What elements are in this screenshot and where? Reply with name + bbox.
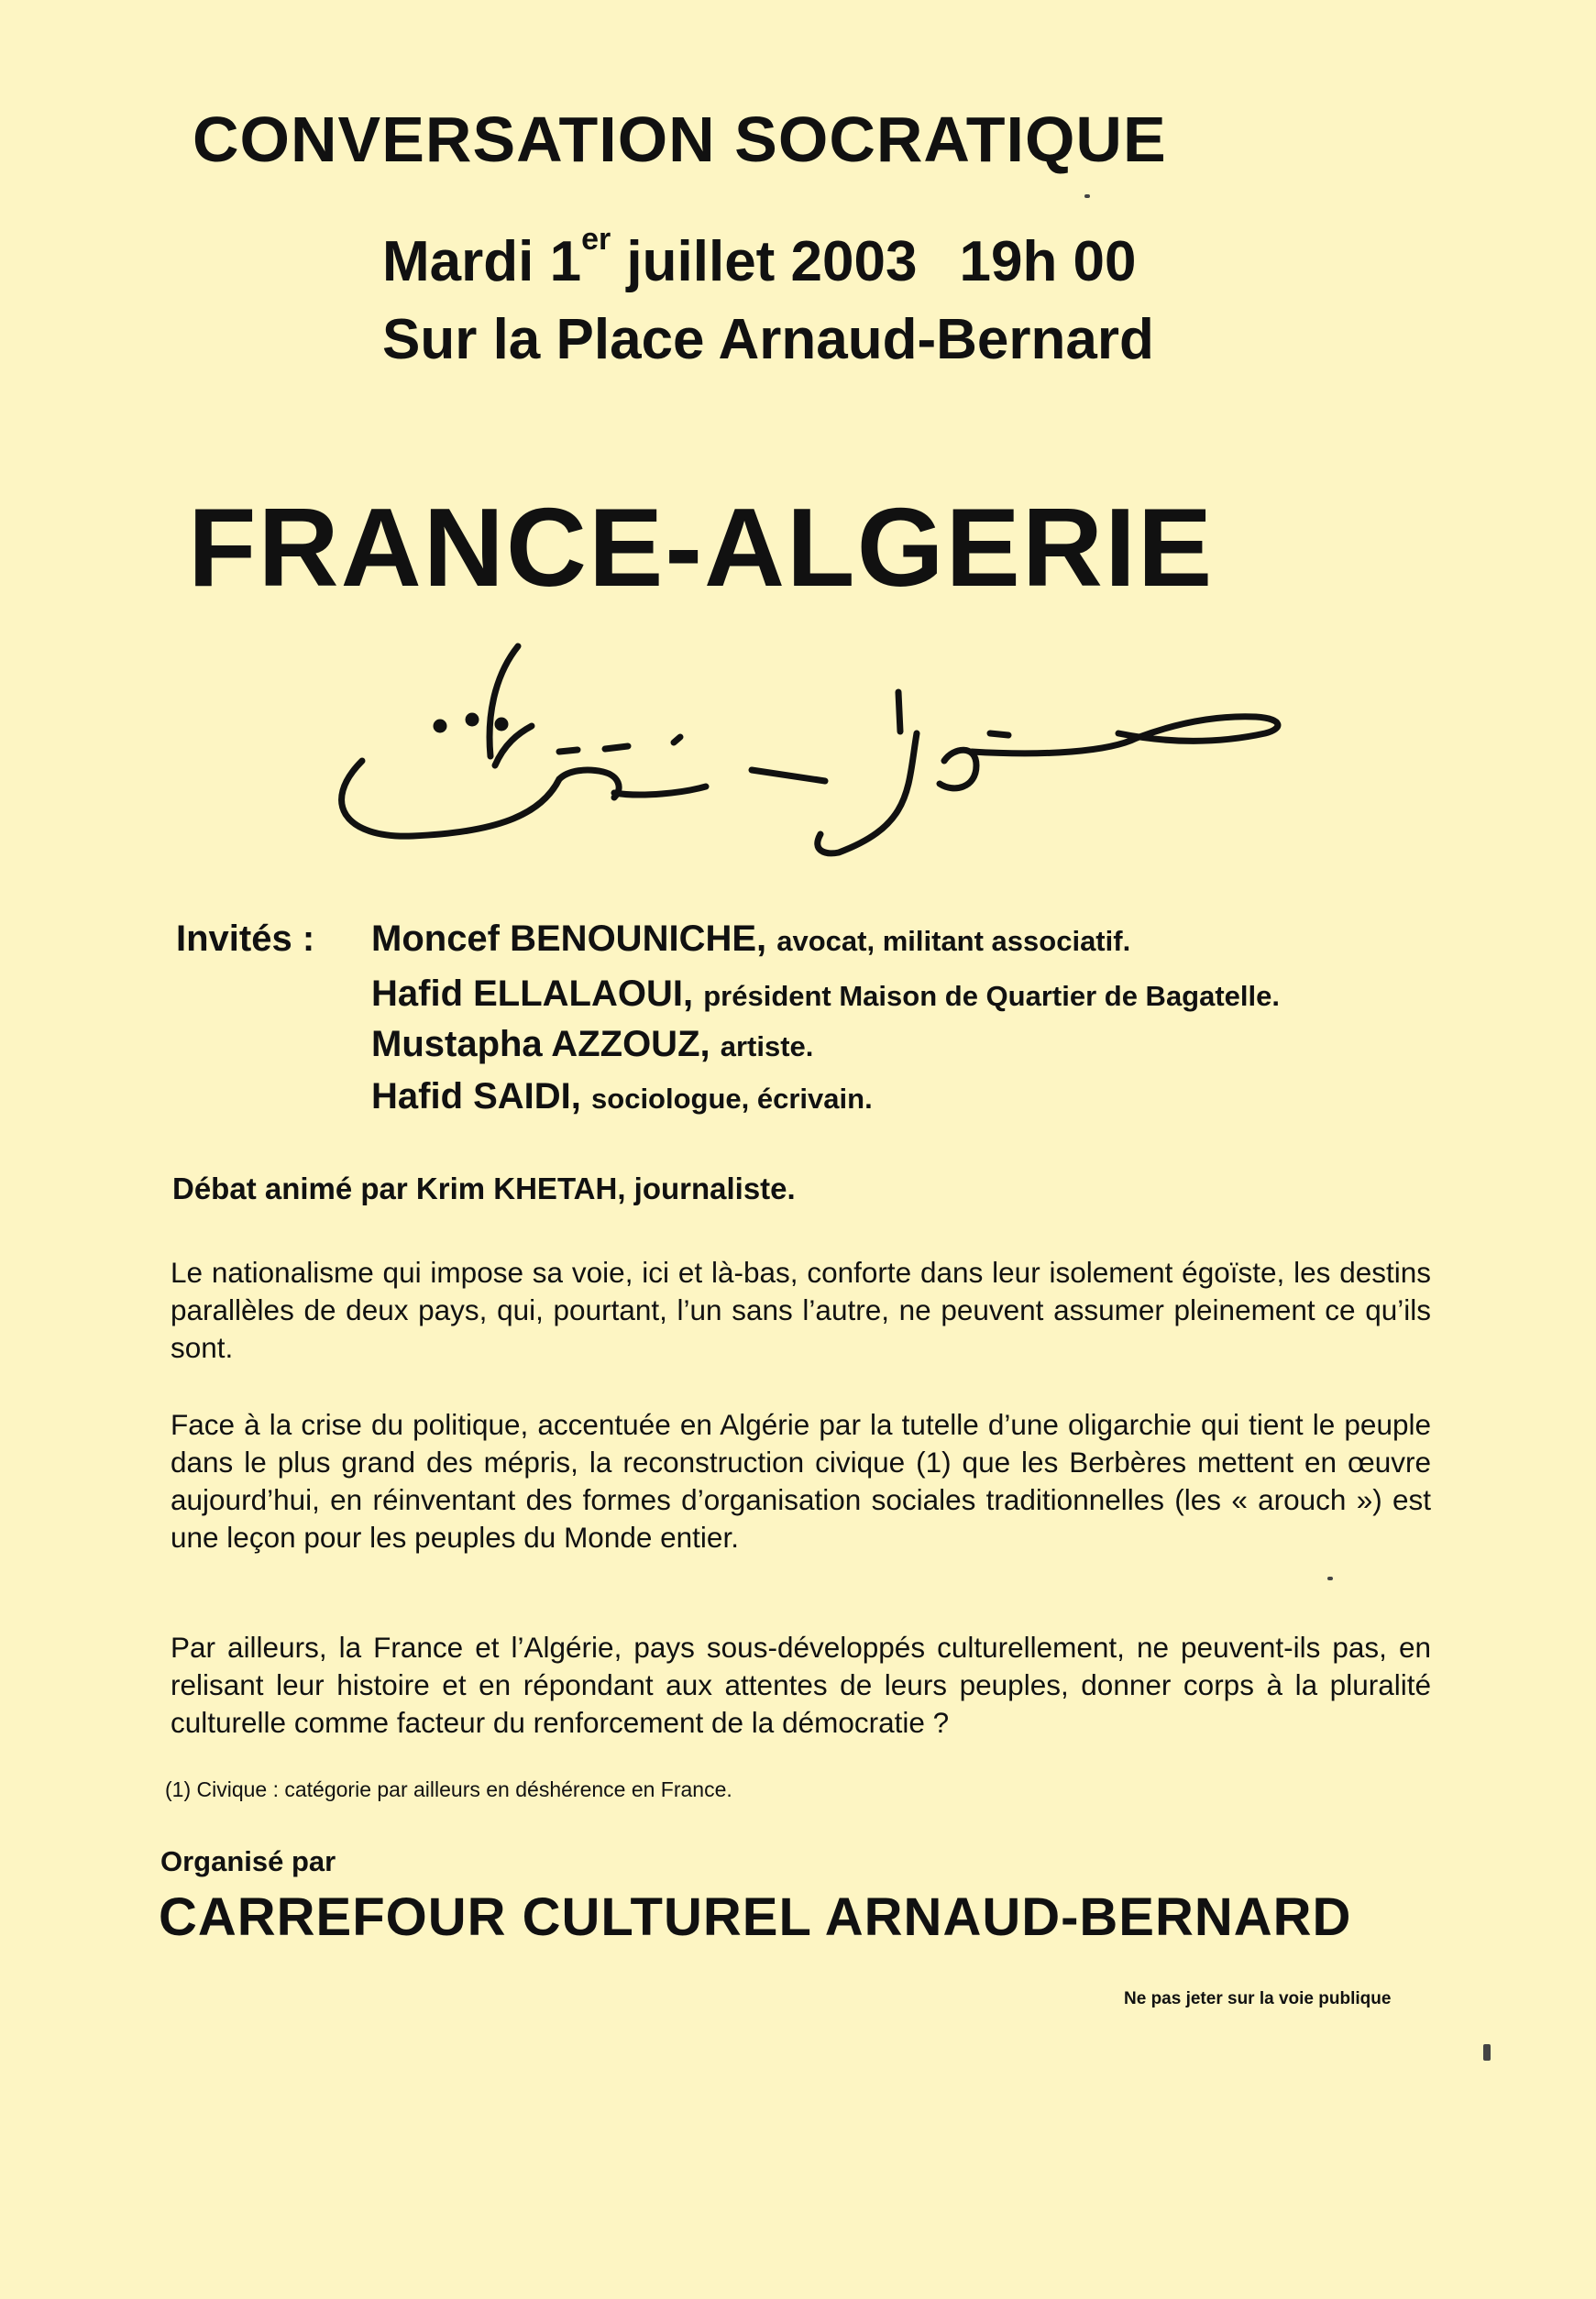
event-time: 19h 00 (959, 230, 1137, 293)
body-paragraph: Par ailleurs, la France et l’Algérie, pays sous-développés culturellement, ne peuvent-ils pas, en relisant leur histoire et en répondant aux attentes de leurs peuples, donner corps à la pluralité culturelle comme facteur du renforcement de la démocratie ? (171, 1631, 1431, 1739)
body-paragraph: Face à la crise du politique, accentuée en Algérie par la tutelle d’une oligarchie qui tient le peuple dans le plus grand des mépris, la reconstruction civique (1) que les Berbères mettent en œuvre aujourd’hui, en réinventant des formes d’organisation sociales traditionnelles (les « arouch ») est une leçon pour les peuples du Monde entier. (171, 1408, 1431, 1554)
date-suffix: juillet 2003 (611, 230, 918, 293)
guest-name: Hafid SAIDI, (371, 1076, 581, 1116)
guest-role: sociologue, écrivain. (591, 1083, 873, 1115)
guest-line (371, 974, 1280, 1015)
guest-role: artiste. (720, 1030, 814, 1062)
guest-name: Moncef BENOUNICHE, (371, 918, 767, 959)
guest-name: Hafid ELLALAOUI, (371, 974, 694, 1014)
date-prefix: Mardi 1 (382, 230, 582, 293)
scan-speck (1084, 194, 1090, 198)
scan-speck (1327, 1577, 1333, 1580)
arabic-calligraphy-drawing (312, 642, 1302, 908)
organizer-label: Organisé par (160, 1845, 336, 1877)
guest-line (371, 1024, 813, 1065)
body-paragraph: Le nationalisme qui impose sa voie, ici et là-bas, conforte dans leur isolement égoïste, les destins parallèles de deux pays, qui, pourtant, l’un sans l’autre, ne peuvent assumer pleinement ce qu’ils sont. (171, 1256, 1431, 1364)
guest-name: Mustapha AZZOUZ, (371, 1024, 710, 1064)
disposal-notice: Ne pas jeter sur la voie publique (1124, 1989, 1392, 2008)
guest-line (371, 1076, 873, 1117)
guests-label: Invités : (176, 918, 315, 959)
organizer-name: CARREFOUR CULTUREL ARNAUD-BERNARD (159, 1887, 1352, 1947)
guest-role: président Maison de Quartier de Bagatelle. (703, 980, 1280, 1012)
event-date (382, 222, 1137, 294)
date-superscript: er (581, 222, 611, 257)
guest-role: avocat, militant associatif. (776, 925, 1131, 957)
footnote: (1) Civique : catégorie par ailleurs en déshérence en France. (165, 1777, 732, 1801)
scan-speck (1483, 2044, 1491, 2061)
main-title: FRANCE-ALGERIE (188, 485, 1215, 610)
event-title: CONVERSATION SOCRATIQUE (193, 104, 1167, 175)
moderator-line: Débat animé par Krim KHETAH, journaliste. (172, 1172, 796, 1205)
guest-line (371, 918, 1130, 960)
event-place: Sur la Place Arnaud-Bernard (382, 308, 1154, 371)
